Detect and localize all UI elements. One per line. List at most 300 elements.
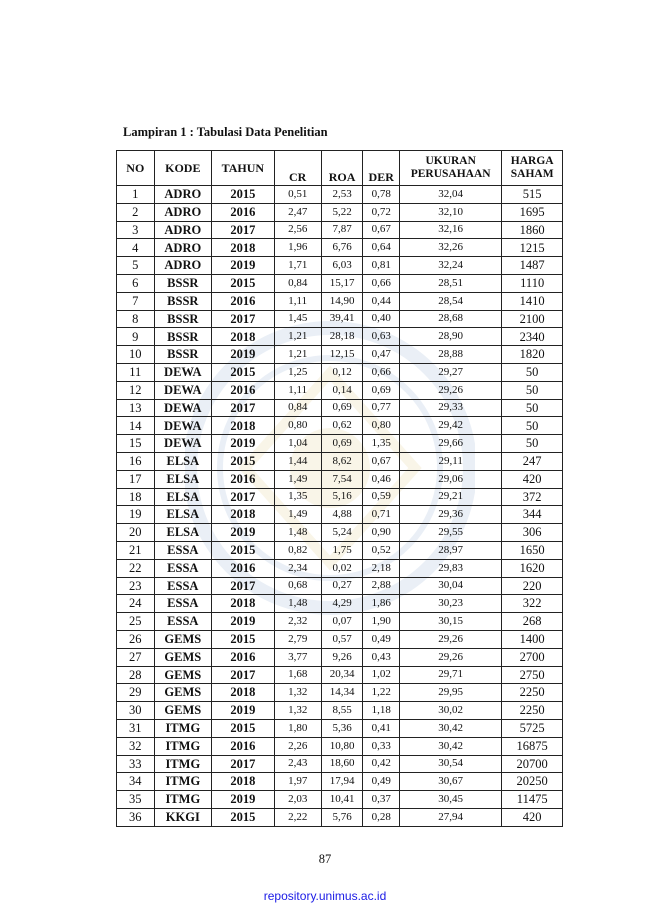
cell-der: 1,22 [363, 684, 400, 702]
cell-roa: 2,53 [321, 186, 363, 204]
cell-harga-saham: 11475 [502, 791, 563, 809]
cell-tahun: 2017 [212, 755, 275, 773]
cell-no: 17 [117, 470, 155, 488]
cell-roa: 18,60 [321, 755, 363, 773]
cell-ukuran-perusahaan: 32,16 [400, 221, 502, 239]
table-row [117, 702, 563, 720]
cell-harga-saham: 1400 [502, 630, 563, 648]
cell-ukuran-perusahaan: 30,42 [400, 737, 502, 755]
cell-roa: 0,07 [321, 613, 363, 631]
cell-harga-saham: 2340 [502, 328, 563, 346]
cell-cr: 0,84 [274, 399, 321, 417]
cell-kode: ESSA [154, 541, 211, 559]
table-row [117, 274, 563, 292]
cell-cr: 1,48 [274, 595, 321, 613]
cell-no: 21 [117, 541, 155, 559]
cell-harga-saham: 20250 [502, 773, 563, 791]
cell-harga-saham: 2700 [502, 648, 563, 666]
cell-ukuran-perusahaan: 32,24 [400, 257, 502, 275]
cell-kode: ESSA [154, 559, 211, 577]
cell-der: 1,90 [363, 613, 400, 631]
cell-roa: 10,80 [321, 737, 363, 755]
cell-roa: 14,90 [321, 292, 363, 310]
table-row [117, 452, 563, 470]
cell-no: 35 [117, 791, 155, 809]
table-row [117, 328, 563, 346]
table-row [117, 773, 563, 791]
cell-harga-saham: 306 [502, 524, 563, 542]
cell-harga-saham: 2750 [502, 666, 563, 684]
cell-cr: 1,21 [274, 328, 321, 346]
cell-kode: ELSA [154, 524, 211, 542]
cell-harga-saham: 1215 [502, 239, 563, 257]
cell-kode: ESSA [154, 595, 211, 613]
cell-tahun: 2016 [212, 559, 275, 577]
cell-no: 13 [117, 399, 155, 417]
cell-harga-saham: 2100 [502, 310, 563, 328]
cell-no: 22 [117, 559, 155, 577]
cell-no: 2 [117, 203, 155, 221]
research-data-table [116, 150, 563, 827]
cell-ukuran-perusahaan: 29,83 [400, 559, 502, 577]
table-row [117, 541, 563, 559]
cell-harga-saham: 1820 [502, 346, 563, 364]
cell-ukuran-perusahaan: 32,04 [400, 186, 502, 204]
cell-kode: DEWA [154, 435, 211, 453]
cell-kode: ADRO [154, 186, 211, 204]
cell-ukuran-perusahaan: 32,10 [400, 203, 502, 221]
cell-roa: 28,18 [321, 328, 363, 346]
cell-tahun: 2019 [212, 791, 275, 809]
cell-harga-saham: 2250 [502, 702, 563, 720]
cell-kode: GEMS [154, 666, 211, 684]
cell-tahun: 2016 [212, 648, 275, 666]
cell-ukuran-perusahaan: 29,26 [400, 630, 502, 648]
cell-no: 29 [117, 684, 155, 702]
cell-harga-saham: 220 [502, 577, 563, 595]
cell-cr: 1,71 [274, 257, 321, 275]
cell-cr: 1,45 [274, 310, 321, 328]
cell-ukuran-perusahaan: 29,55 [400, 524, 502, 542]
cell-harga-saham: 50 [502, 381, 563, 399]
cell-tahun: 2018 [212, 328, 275, 346]
cell-cr: 1,25 [274, 363, 321, 381]
cell-kode: DEWA [154, 417, 211, 435]
cell-harga-saham: 515 [502, 186, 563, 204]
cell-kode: ADRO [154, 203, 211, 221]
cell-roa: 0,62 [321, 417, 363, 435]
header-ukuran-perusahaan [400, 151, 502, 186]
cell-der: 0,90 [363, 524, 400, 542]
cell-ukuran-perusahaan: 30,54 [400, 755, 502, 773]
cell-kode: ADRO [154, 257, 211, 275]
cell-harga-saham: 247 [502, 452, 563, 470]
cell-cr: 1,96 [274, 239, 321, 257]
table-row [117, 221, 563, 239]
cell-cr: 1,35 [274, 488, 321, 506]
table-row [117, 310, 563, 328]
header-harga-line1: HARGA [510, 155, 554, 167]
table-row [117, 737, 563, 755]
cell-roa: 0,14 [321, 381, 363, 399]
cell-no: 14 [117, 417, 155, 435]
table-row [117, 648, 563, 666]
cell-kode: ITMG [154, 719, 211, 737]
table-row [117, 488, 563, 506]
cell-roa: 5,24 [321, 524, 363, 542]
cell-kode: KKGI [154, 808, 211, 826]
table-row [117, 577, 563, 595]
header-no: NO [117, 151, 155, 186]
cell-tahun: 2015 [212, 808, 275, 826]
cell-tahun: 2015 [212, 452, 275, 470]
cell-roa: 4,88 [321, 506, 363, 524]
cell-der: 0,77 [363, 399, 400, 417]
table-row [117, 363, 563, 381]
cell-cr: 2,22 [274, 808, 321, 826]
cell-tahun: 2015 [212, 630, 275, 648]
table-row [117, 755, 563, 773]
cell-der: 0,67 [363, 452, 400, 470]
cell-kode: ITMG [154, 791, 211, 809]
header-harga-saham [502, 151, 563, 186]
cell-no: 33 [117, 755, 155, 773]
cell-no: 6 [117, 274, 155, 292]
cell-harga-saham: 5725 [502, 719, 563, 737]
cell-ukuran-perusahaan: 29,06 [400, 470, 502, 488]
cell-der: 0,37 [363, 791, 400, 809]
cell-no: 23 [117, 577, 155, 595]
cell-no: 28 [117, 666, 155, 684]
cell-no: 1 [117, 186, 155, 204]
cell-cr: 0,82 [274, 541, 321, 559]
table-row [117, 186, 563, 204]
cell-ukuran-perusahaan: 29,26 [400, 381, 502, 399]
cell-cr: 1,48 [274, 524, 321, 542]
cell-roa: 1,75 [321, 541, 363, 559]
cell-tahun: 2017 [212, 310, 275, 328]
cell-ukuran-perusahaan: 28,97 [400, 541, 502, 559]
cell-cr: 0,68 [274, 577, 321, 595]
cell-roa: 17,94 [321, 773, 363, 791]
cell-no: 12 [117, 381, 155, 399]
cell-harga-saham: 2250 [502, 684, 563, 702]
header-ukuran-line2: PERUSAHAAN [410, 168, 491, 180]
cell-ukuran-perusahaan: 29,26 [400, 648, 502, 666]
cell-no: 26 [117, 630, 155, 648]
cell-kode: ITMG [154, 737, 211, 755]
cell-no: 36 [117, 808, 155, 826]
header-cr: CR [274, 151, 321, 186]
cell-no: 24 [117, 595, 155, 613]
cell-der: 1,86 [363, 595, 400, 613]
cell-harga-saham: 1695 [502, 203, 563, 221]
cell-harga-saham: 1860 [502, 221, 563, 239]
cell-cr: 2,26 [274, 737, 321, 755]
cell-cr: 0,80 [274, 417, 321, 435]
cell-kode: ELSA [154, 488, 211, 506]
cell-tahun: 2019 [212, 702, 275, 720]
table-row [117, 417, 563, 435]
header-harga-line2: SAHAM [510, 168, 554, 180]
cell-cr: 2,32 [274, 613, 321, 631]
table-row [117, 630, 563, 648]
cell-cr: 2,43 [274, 755, 321, 773]
cell-kode: GEMS [154, 702, 211, 720]
cell-ukuran-perusahaan: 30,67 [400, 773, 502, 791]
cell-cr: 1,44 [274, 452, 321, 470]
cell-der: 0,46 [363, 470, 400, 488]
cell-cr: 0,84 [274, 274, 321, 292]
cell-der: 0,63 [363, 328, 400, 346]
cell-roa: 8,55 [321, 702, 363, 720]
table-row [117, 435, 563, 453]
header-kode: KODE [154, 151, 211, 186]
table-row [117, 719, 563, 737]
cell-cr: 1,21 [274, 346, 321, 364]
cell-roa: 0,69 [321, 435, 363, 453]
cell-harga-saham: 16875 [502, 737, 563, 755]
cell-roa: 9,26 [321, 648, 363, 666]
table-row [117, 399, 563, 417]
cell-harga-saham: 20700 [502, 755, 563, 773]
cell-harga-saham: 50 [502, 417, 563, 435]
cell-no: 15 [117, 435, 155, 453]
cell-ukuran-perusahaan: 29,36 [400, 506, 502, 524]
cell-der: 0,64 [363, 239, 400, 257]
cell-tahun: 2016 [212, 381, 275, 399]
cell-tahun: 2015 [212, 541, 275, 559]
cell-roa: 6,76 [321, 239, 363, 257]
cell-tahun: 2019 [212, 257, 275, 275]
cell-ukuran-perusahaan: 28,90 [400, 328, 502, 346]
cell-der: 0,52 [363, 541, 400, 559]
table-row [117, 203, 563, 221]
cell-kode: ADRO [154, 221, 211, 239]
header-ukuran-line1: UKURAN [425, 155, 476, 167]
table-row [117, 684, 563, 702]
cell-tahun: 2017 [212, 488, 275, 506]
cell-harga-saham: 420 [502, 470, 563, 488]
cell-harga-saham: 322 [502, 595, 563, 613]
table-row [117, 666, 563, 684]
cell-cr: 1,04 [274, 435, 321, 453]
cell-der: 0,44 [363, 292, 400, 310]
cell-harga-saham: 50 [502, 363, 563, 381]
header-der: DER [363, 151, 400, 186]
cell-no: 9 [117, 328, 155, 346]
cell-ukuran-perusahaan: 30,02 [400, 702, 502, 720]
cell-kode: BSSR [154, 310, 211, 328]
cell-harga-saham: 372 [502, 488, 563, 506]
cell-no: 5 [117, 257, 155, 275]
table-row [117, 346, 563, 364]
table-row [117, 595, 563, 613]
header-tahun: TAHUN [212, 151, 275, 186]
cell-der: 1,18 [363, 702, 400, 720]
cell-kode: ELSA [154, 506, 211, 524]
cell-kode: BSSR [154, 292, 211, 310]
cell-kode: ITMG [154, 755, 211, 773]
cell-tahun: 2016 [212, 292, 275, 310]
cell-ukuran-perusahaan: 30,15 [400, 613, 502, 631]
cell-der: 0,41 [363, 719, 400, 737]
cell-tahun: 2019 [212, 346, 275, 364]
cell-harga-saham: 1110 [502, 274, 563, 292]
cell-ukuran-perusahaan: 28,51 [400, 274, 502, 292]
cell-roa: 15,17 [321, 274, 363, 292]
table-row [117, 559, 563, 577]
cell-tahun: 2016 [212, 737, 275, 755]
cell-no: 4 [117, 239, 155, 257]
cell-cr: 2,79 [274, 630, 321, 648]
table-row [117, 381, 563, 399]
cell-ukuran-perusahaan: 29,21 [400, 488, 502, 506]
cell-no: 25 [117, 613, 155, 631]
cell-der: 0,67 [363, 221, 400, 239]
table-row [117, 613, 563, 631]
cell-tahun: 2015 [212, 186, 275, 204]
cell-cr: 1,11 [274, 381, 321, 399]
cell-kode: ADRO [154, 239, 211, 257]
cell-der: 0,69 [363, 381, 400, 399]
cell-ukuran-perusahaan: 30,04 [400, 577, 502, 595]
cell-roa: 0,02 [321, 559, 363, 577]
repository-link[interactable]: repository.unimus.ac.id [263, 889, 387, 903]
cell-roa: 10,41 [321, 791, 363, 809]
cell-der: 0,40 [363, 310, 400, 328]
cell-ukuran-perusahaan: 30,23 [400, 595, 502, 613]
cell-harga-saham: 50 [502, 435, 563, 453]
cell-kode: ELSA [154, 452, 211, 470]
cell-tahun: 2016 [212, 470, 275, 488]
cell-kode: GEMS [154, 648, 211, 666]
cell-roa: 0,57 [321, 630, 363, 648]
cell-no: 7 [117, 292, 155, 310]
cell-no: 31 [117, 719, 155, 737]
cell-cr: 1,32 [274, 684, 321, 702]
cell-der: 2,18 [363, 559, 400, 577]
cell-ukuran-perusahaan: 29,42 [400, 417, 502, 435]
cell-cr: 1,49 [274, 470, 321, 488]
cell-no: 20 [117, 524, 155, 542]
cell-kode: ITMG [154, 773, 211, 791]
table-row [117, 808, 563, 826]
cell-no: 11 [117, 363, 155, 381]
cell-tahun: 2018 [212, 595, 275, 613]
cell-der: 0,59 [363, 488, 400, 506]
cell-der: 0,47 [363, 346, 400, 364]
cell-der: 0,28 [363, 808, 400, 826]
cell-roa: 5,36 [321, 719, 363, 737]
cell-harga-saham: 344 [502, 506, 563, 524]
table-row [117, 239, 563, 257]
cell-roa: 5,16 [321, 488, 363, 506]
cell-harga-saham: 1650 [502, 541, 563, 559]
cell-der: 0,78 [363, 186, 400, 204]
cell-roa: 7,54 [321, 470, 363, 488]
cell-der: 1,35 [363, 435, 400, 453]
cell-cr: 1,49 [274, 506, 321, 524]
cell-roa: 39,41 [321, 310, 363, 328]
cell-der: 0,66 [363, 274, 400, 292]
cell-roa: 14,34 [321, 684, 363, 702]
cell-tahun: 2017 [212, 666, 275, 684]
cell-der: 0,49 [363, 630, 400, 648]
cell-ukuran-perusahaan: 29,71 [400, 666, 502, 684]
cell-tahun: 2018 [212, 417, 275, 435]
table-header-row [117, 151, 563, 186]
cell-no: 8 [117, 310, 155, 328]
cell-harga-saham: 420 [502, 808, 563, 826]
cell-kode: DEWA [154, 399, 211, 417]
table-caption: Lampiran 1 : Tabulasi Data Penelitian [123, 125, 328, 139]
cell-ukuran-perusahaan: 30,45 [400, 791, 502, 809]
cell-ukuran-perusahaan: 28,68 [400, 310, 502, 328]
cell-tahun: 2019 [212, 435, 275, 453]
cell-roa: 8,62 [321, 452, 363, 470]
cell-cr: 2,47 [274, 203, 321, 221]
cell-der: 2,88 [363, 577, 400, 595]
cell-der: 0,49 [363, 773, 400, 791]
cell-roa: 4,29 [321, 595, 363, 613]
cell-roa: 5,22 [321, 203, 363, 221]
cell-cr: 1,32 [274, 702, 321, 720]
cell-cr: 1,11 [274, 292, 321, 310]
cell-kode: GEMS [154, 684, 211, 702]
cell-kode: DEWA [154, 381, 211, 399]
cell-der: 1,02 [363, 666, 400, 684]
cell-kode: BSSR [154, 328, 211, 346]
cell-kode: BSSR [154, 346, 211, 364]
cell-tahun: 2017 [212, 221, 275, 239]
cell-tahun: 2018 [212, 506, 275, 524]
cell-tahun: 2018 [212, 773, 275, 791]
cell-roa: 6,03 [321, 257, 363, 275]
cell-roa: 12,15 [321, 346, 363, 364]
cell-tahun: 2017 [212, 399, 275, 417]
cell-cr: 2,34 [274, 559, 321, 577]
cell-ukuran-perusahaan: 32,26 [400, 239, 502, 257]
table-row [117, 292, 563, 310]
cell-kode: ESSA [154, 613, 211, 631]
cell-ukuran-perusahaan: 28,54 [400, 292, 502, 310]
cell-tahun: 2019 [212, 524, 275, 542]
cell-ukuran-perusahaan: 29,95 [400, 684, 502, 702]
table-row [117, 791, 563, 809]
cell-harga-saham: 50 [502, 399, 563, 417]
cell-tahun: 2018 [212, 684, 275, 702]
cell-no: 19 [117, 506, 155, 524]
cell-der: 0,33 [363, 737, 400, 755]
cell-no: 34 [117, 773, 155, 791]
cell-no: 27 [117, 648, 155, 666]
cell-cr: 2,56 [274, 221, 321, 239]
cell-der: 0,81 [363, 257, 400, 275]
cell-harga-saham: 268 [502, 613, 563, 631]
cell-der: 0,43 [363, 648, 400, 666]
cell-roa: 5,76 [321, 808, 363, 826]
table-row [117, 506, 563, 524]
cell-no: 16 [117, 452, 155, 470]
cell-der: 0,80 [363, 417, 400, 435]
cell-cr: 1,97 [274, 773, 321, 791]
page-number: 87 [318, 852, 332, 866]
cell-harga-saham: 1487 [502, 257, 563, 275]
cell-harga-saham: 1620 [502, 559, 563, 577]
cell-ukuran-perusahaan: 27,94 [400, 808, 502, 826]
cell-kode: DEWA [154, 363, 211, 381]
